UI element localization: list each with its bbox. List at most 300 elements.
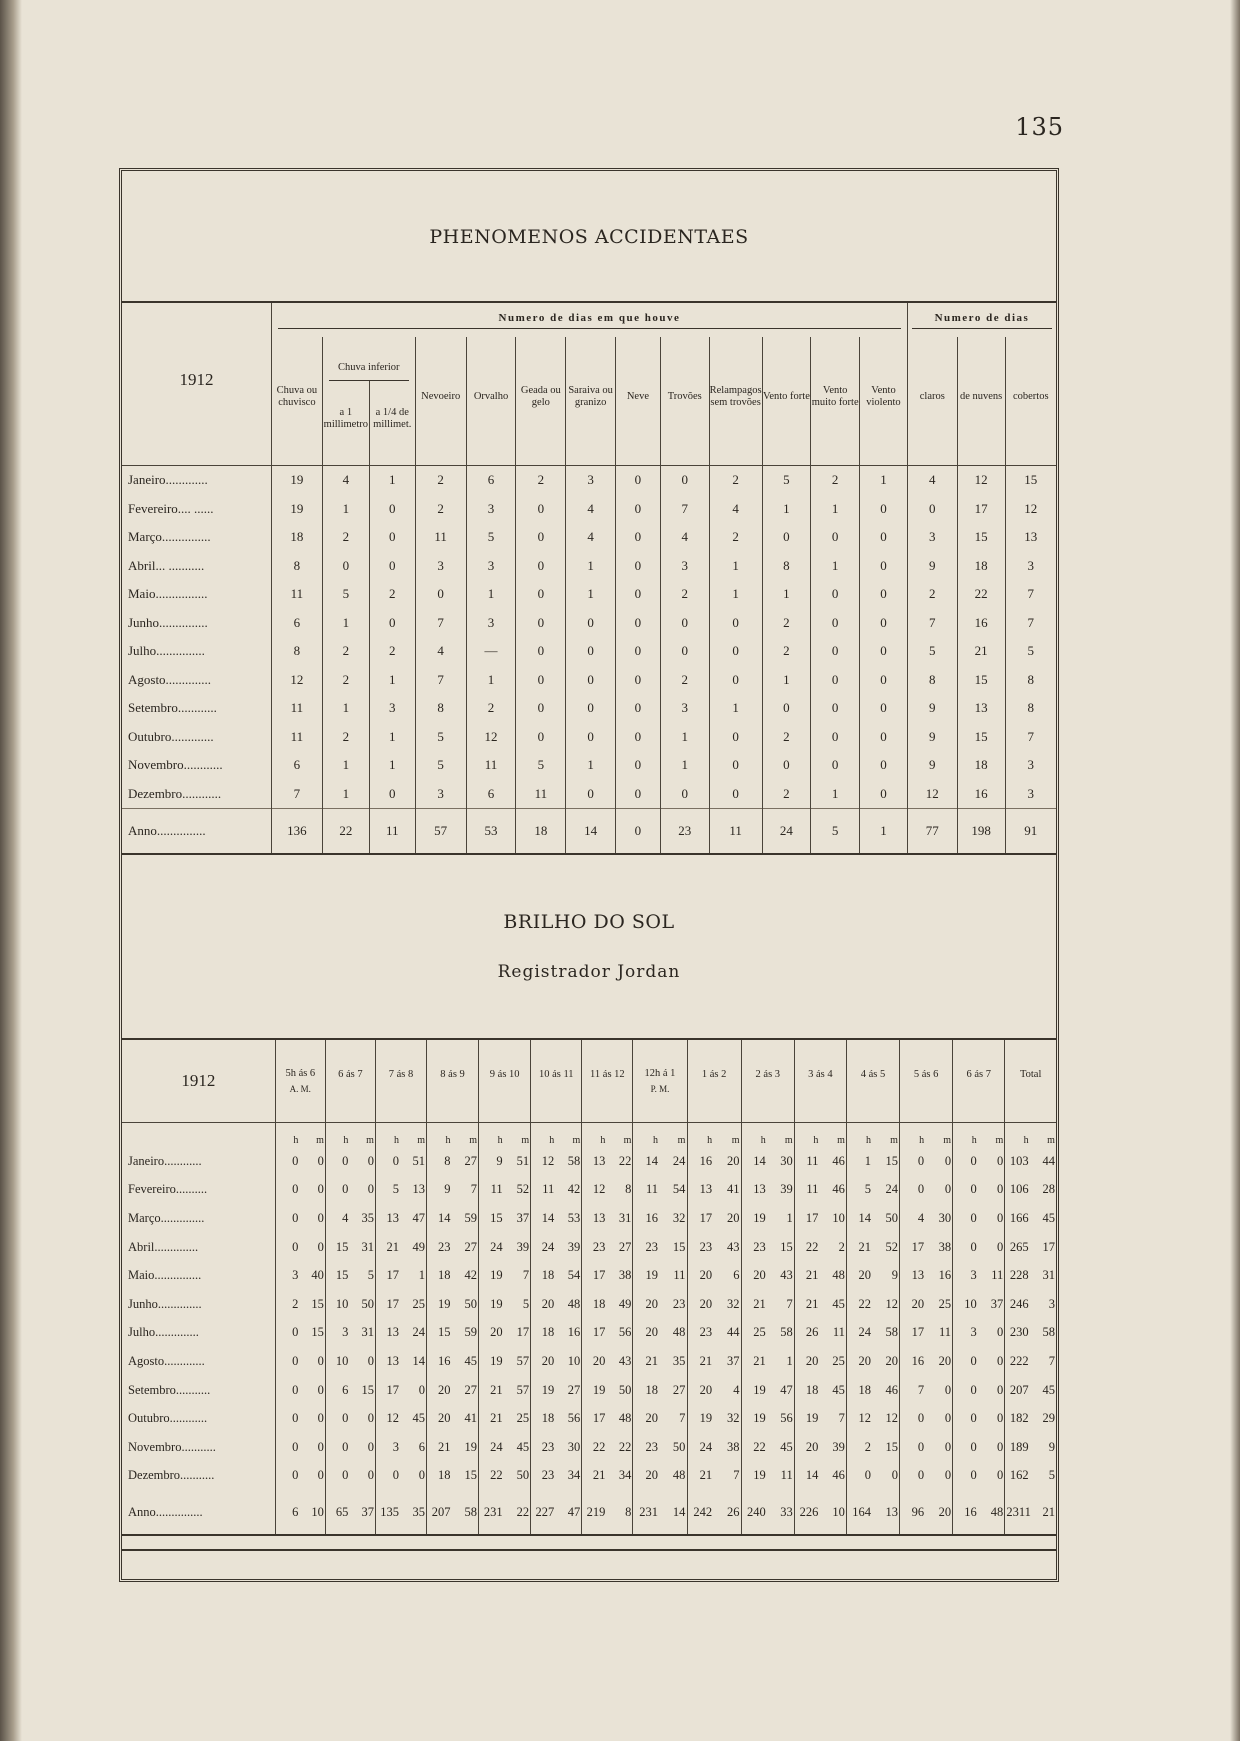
table-cell: 0: [616, 694, 661, 723]
table-cell: 0: [369, 523, 415, 552]
hours-value: 20: [699, 1296, 713, 1311]
minutes-value: 13: [885, 1504, 898, 1519]
col-nevoeiro: Nevoeiro: [415, 337, 466, 457]
hours-value: 26: [805, 1325, 819, 1340]
minutes-value: 0: [418, 1468, 425, 1483]
minutes-value: 15: [311, 1325, 324, 1340]
minutes-value: 10: [832, 1210, 845, 1225]
table-cell: [427, 1147, 479, 1176]
table-cell: [741, 1462, 794, 1491]
minutes-value: 52: [516, 1182, 530, 1197]
hours-value: 16: [911, 1353, 925, 1368]
table-cell: [325, 1261, 375, 1290]
hours-value: 23: [699, 1239, 713, 1254]
hour-column-sub: [326, 1084, 375, 1094]
minutes-value: 31: [1042, 1268, 1055, 1283]
minutes-value: 58: [464, 1504, 478, 1519]
hours-value: 19: [438, 1296, 451, 1311]
minutes-value: 8: [625, 1504, 632, 1519]
minutes-value: 53: [567, 1210, 581, 1225]
minutes-value: 0: [317, 1182, 324, 1197]
row-label: Outubro............: [128, 1411, 208, 1426]
minutes-value: 0: [317, 1239, 324, 1254]
minutes-value: 41: [464, 1411, 478, 1426]
row-label: Abril... ...........: [128, 557, 205, 573]
hours-value: 0: [292, 1153, 299, 1168]
table-cell: 3: [369, 694, 415, 723]
table-cell: 11: [516, 780, 566, 809]
minutes-value: 50: [618, 1382, 632, 1397]
unit-m: m: [521, 1134, 530, 1146]
table-cell: [687, 1376, 741, 1405]
minutes-value: 23: [672, 1296, 686, 1311]
total-cell: 5: [811, 809, 860, 855]
row-label: Maio................: [128, 586, 208, 602]
table-cell: [275, 1376, 325, 1405]
hours-value: 0: [392, 1153, 399, 1168]
table-cell: [479, 1176, 531, 1205]
minutes-value: 31: [361, 1325, 374, 1340]
table-cell: [846, 1319, 899, 1348]
hour-column-header: [479, 1039, 531, 1123]
hour-column-sub: [847, 1084, 899, 1094]
hours-value: 21: [386, 1239, 399, 1254]
table-cell: [531, 1233, 582, 1262]
section1-year: 1912: [179, 370, 214, 389]
minutes-value: 0: [317, 1382, 324, 1397]
hours-value: 2: [292, 1296, 299, 1311]
table-row: [122, 780, 1056, 809]
table-cell: 0: [709, 723, 762, 752]
unit-cell: [275, 1123, 325, 1148]
table-cell: 9: [907, 694, 957, 723]
minutes-value: 45: [464, 1353, 478, 1368]
table-cell: 1: [322, 495, 369, 524]
unit-cell: [846, 1123, 899, 1148]
hours-value: 19: [541, 1382, 555, 1397]
hours-value: 240: [747, 1504, 766, 1519]
minutes-value: 35: [672, 1353, 686, 1368]
table-cell: 1: [762, 580, 811, 609]
table-row: [122, 1462, 1056, 1491]
row-label: Setembro............: [128, 700, 217, 716]
hours-value: 18: [438, 1268, 451, 1283]
table-cell: 16: [957, 780, 1005, 809]
hours-value: 21: [753, 1296, 766, 1311]
table-cell: 0: [762, 751, 811, 780]
table-cell: [582, 1261, 633, 1290]
section2-subtitle: Registrador Jordan: [497, 962, 681, 982]
table-cell: [582, 1147, 633, 1176]
unit-m: m: [1047, 1134, 1055, 1146]
table-cell: [687, 1319, 741, 1348]
table-cell: [582, 1433, 633, 1462]
table-cell: 1: [709, 552, 762, 581]
unit-cell: [582, 1123, 633, 1148]
table-cell: [741, 1147, 794, 1176]
hours-value: 10: [964, 1296, 977, 1311]
table-cell: [900, 1347, 953, 1376]
hours-value: 20: [438, 1411, 451, 1426]
table-cell: [846, 1176, 899, 1205]
table-cell: 5: [466, 523, 516, 552]
table-cell: 0: [616, 495, 661, 524]
minutes-value: 21: [1042, 1504, 1055, 1519]
hours-value: 18: [858, 1382, 872, 1397]
table-cell: 3: [907, 523, 957, 552]
hour-column-header: [900, 1039, 953, 1123]
minutes-value: 22: [618, 1439, 632, 1454]
table-cell: 0: [616, 580, 661, 609]
table-cell: 2: [369, 637, 415, 666]
table-cell: 1: [466, 666, 516, 695]
phenomena-table: [122, 301, 1056, 855]
hours-value: 0: [970, 1353, 977, 1368]
unit-cell: [633, 1123, 687, 1148]
minutes-value: 44: [727, 1325, 740, 1340]
group1-header: Numero de dias em que houve: [278, 312, 901, 329]
hour-column-sub: [1005, 1084, 1056, 1094]
table-cell: [900, 1261, 953, 1290]
table-cell: [427, 1347, 479, 1376]
hours-value: 22: [490, 1468, 503, 1483]
minutes-value: 0: [996, 1325, 1004, 1340]
table-cell: [633, 1176, 687, 1205]
table-row: [122, 1233, 1056, 1262]
unit-h: h: [1023, 1134, 1029, 1146]
table-cell: 0: [516, 637, 566, 666]
sunshine-table: [122, 1038, 1056, 1536]
minutes-value: 0: [996, 1210, 1004, 1225]
hours-value: 13: [699, 1182, 713, 1197]
minutes-value: 11: [939, 1325, 952, 1340]
hours-value: 20: [699, 1268, 713, 1283]
table-cell: 3: [660, 552, 709, 581]
table-cell: [633, 1347, 687, 1376]
table-cell: [275, 1261, 325, 1290]
hours-value: 16: [699, 1153, 713, 1168]
hours-value: 227: [535, 1504, 555, 1519]
table-cell: [427, 1433, 479, 1462]
table-cell: 2: [709, 466, 762, 495]
minutes-value: 24: [672, 1153, 686, 1168]
hours-value: 23: [592, 1239, 606, 1254]
hours-value: 189: [1009, 1439, 1029, 1454]
minutes-value: 27: [618, 1239, 632, 1254]
minutes-value: 0: [996, 1382, 1004, 1397]
minutes-value: 38: [727, 1439, 740, 1454]
table-cell: 0: [516, 495, 566, 524]
hours-value: 11: [806, 1182, 819, 1197]
row-label: Novembro...........: [128, 1439, 216, 1454]
minutes-value: 0: [317, 1210, 324, 1225]
hours-value: 18: [541, 1268, 555, 1283]
minutes-value: 0: [996, 1353, 1004, 1368]
table-cell: 5: [762, 466, 811, 495]
table-row: [122, 609, 1056, 638]
hours-value: 18: [541, 1325, 555, 1340]
table-cell: 7: [660, 495, 709, 524]
minutes-value: 17: [1042, 1239, 1055, 1254]
col-a-quarter-mm: a 1/4 de millimet.: [369, 381, 415, 457]
minutes-value: 10: [567, 1353, 581, 1368]
hours-value: 13: [592, 1210, 606, 1225]
hours-value: 265: [1009, 1239, 1029, 1254]
minutes-value: 12: [885, 1411, 898, 1426]
minutes-value: 31: [618, 1210, 632, 1225]
minutes-value: 0: [996, 1153, 1004, 1168]
table-cell: [375, 1233, 426, 1262]
hours-value: 20: [699, 1382, 713, 1397]
table-row: [122, 751, 1056, 780]
minutes-value: 0: [996, 1411, 1004, 1426]
row-label: Março..............: [128, 1210, 205, 1225]
minutes-value: 32: [672, 1210, 686, 1225]
hours-value: 19: [645, 1268, 658, 1283]
minutes-value: 4: [733, 1382, 740, 1397]
minutes-value: 49: [412, 1239, 425, 1254]
unit-m: m: [731, 1134, 740, 1146]
total-cell: [582, 1490, 633, 1535]
minutes-value: 51: [412, 1153, 425, 1168]
table-cell: 12: [907, 780, 957, 809]
table-cell: 0: [709, 609, 762, 638]
total-cell: 53: [466, 809, 516, 855]
hour-column-sub: [531, 1084, 581, 1094]
table-cell: 0: [516, 609, 566, 638]
col-cobertos: cobertos: [1005, 337, 1056, 457]
table-cell: 0: [811, 580, 860, 609]
unit-m: m: [366, 1134, 374, 1146]
table-cell: [275, 1204, 325, 1233]
minutes-value: 19: [464, 1439, 478, 1454]
unit-m: m: [623, 1134, 632, 1146]
table-cell: [741, 1433, 794, 1462]
table-cell: 1: [566, 751, 616, 780]
col-vento-muito-forte: Vento muito forte: [811, 337, 860, 457]
minutes-value: 0: [367, 1353, 374, 1368]
row-label: Abril..............: [128, 1239, 199, 1254]
table-cell: 0: [860, 751, 908, 780]
table-row: [122, 1176, 1056, 1205]
minutes-value: 38: [938, 1239, 952, 1254]
minutes-value: 57: [516, 1382, 530, 1397]
table-cell: [633, 1147, 687, 1176]
table-cell: 1: [369, 751, 415, 780]
hours-value: 3: [970, 1325, 977, 1340]
total-cell: [325, 1490, 375, 1535]
unit-cell: [531, 1123, 582, 1148]
total-cell: 14: [566, 809, 616, 855]
row-label: Junho..............: [128, 1296, 202, 1311]
minutes-value: 7: [470, 1182, 478, 1197]
hours-value: 5: [392, 1182, 399, 1197]
table-cell: 0: [616, 552, 661, 581]
table-cell: 8: [1005, 694, 1056, 723]
table-cell: 17: [957, 495, 1005, 524]
hours-value: 0: [342, 1411, 349, 1426]
table-cell: 4: [566, 495, 616, 524]
table-cell: 7: [1005, 723, 1056, 752]
hours-value: 23: [753, 1239, 766, 1254]
table-cell: 0: [860, 609, 908, 638]
table-cell: [531, 1261, 582, 1290]
hours-value: 18: [805, 1382, 819, 1397]
table-cell: 0: [566, 780, 616, 809]
table-cell: [900, 1376, 953, 1405]
table-cell: 0: [660, 466, 709, 495]
row-label: Dezembro............: [128, 785, 222, 801]
hours-value: 14: [645, 1153, 658, 1168]
minutes-value: 0: [944, 1468, 952, 1483]
unit-cell: [325, 1123, 375, 1148]
hours-value: 222: [1009, 1353, 1029, 1368]
table-cell: [741, 1347, 794, 1376]
minutes-value: 31: [361, 1239, 374, 1254]
table-cell: [479, 1462, 531, 1491]
table-cell: 1: [660, 723, 709, 752]
table-cell: [479, 1204, 531, 1233]
minutes-value: 0: [891, 1468, 898, 1483]
table-cell: [846, 1204, 899, 1233]
minutes-value: 11: [832, 1325, 845, 1340]
table-cell: 5: [907, 637, 957, 666]
table-cell: 3: [1005, 780, 1056, 809]
table-cell: [427, 1233, 479, 1262]
table-cell: [275, 1319, 325, 1348]
hours-value: 11: [490, 1182, 503, 1197]
minutes-value: 46: [832, 1468, 845, 1483]
table-cell: [633, 1404, 687, 1433]
hours-value: 23: [541, 1468, 555, 1483]
hour-column-sub: A. M.: [289, 1083, 311, 1094]
minutes-value: 2: [838, 1239, 845, 1254]
table-cell: [794, 1261, 846, 1290]
table-cell: 1: [811, 495, 860, 524]
minutes-value: 27: [464, 1382, 478, 1397]
hours-value: 21: [805, 1296, 819, 1311]
hours-value: 9: [496, 1153, 503, 1168]
table-cell: [479, 1233, 531, 1262]
table-cell: 0: [566, 694, 616, 723]
table-cell: [479, 1261, 531, 1290]
table-cell: [794, 1176, 846, 1205]
hours-value: 15: [335, 1239, 349, 1254]
hours-value: 23: [438, 1239, 451, 1254]
col-neve: Neve: [616, 337, 661, 457]
table-cell: 0: [860, 723, 908, 752]
row-label: Agosto.............: [128, 1353, 205, 1368]
table-cell: 4: [322, 466, 369, 495]
unit-h: h: [760, 1134, 766, 1146]
table-cell: [325, 1290, 375, 1319]
table-cell: 15: [957, 666, 1005, 695]
minutes-value: 45: [832, 1382, 845, 1397]
minutes-value: 32: [727, 1411, 740, 1426]
row-label: Dezembro...........: [128, 1468, 215, 1483]
table-cell: [687, 1433, 741, 1462]
total-cell: [741, 1490, 794, 1535]
table-cell: [479, 1376, 531, 1405]
hour-column-header: [275, 1039, 325, 1123]
row-label: Março...............: [128, 529, 211, 545]
row-label: Janeiro............: [128, 1153, 202, 1168]
hours-value: 0: [917, 1468, 925, 1483]
row-label: Junho...............: [128, 614, 208, 630]
table-cell: [900, 1204, 953, 1233]
group2-header: Numero de dias: [912, 312, 1052, 329]
hour-column-sub: [900, 1084, 952, 1094]
col-a-1-mm: a 1 millimetro: [322, 381, 369, 457]
total-cell: [953, 1490, 1005, 1535]
minutes-value: 48: [832, 1268, 845, 1283]
hours-value: 13: [753, 1182, 766, 1197]
table-cell: 9: [907, 723, 957, 752]
hour-column-sub: [953, 1084, 1004, 1094]
row-label: Setembro...........: [128, 1382, 211, 1397]
hours-value: 0: [292, 1182, 299, 1197]
hours-value: 21: [699, 1353, 713, 1368]
hours-value: 228: [1009, 1268, 1029, 1283]
table-cell: 0: [811, 637, 860, 666]
minutes-value: 58: [1042, 1325, 1055, 1340]
table-cell: [275, 1347, 325, 1376]
hours-value: 2311: [1006, 1504, 1031, 1519]
table-cell: [633, 1261, 687, 1290]
minutes-value: 46: [885, 1382, 898, 1397]
hours-value: 20: [541, 1353, 555, 1368]
hours-value: 21: [438, 1439, 451, 1454]
hours-value: 25: [753, 1325, 766, 1340]
table-cell: [479, 1147, 531, 1176]
table-cell: [582, 1319, 633, 1348]
minutes-value: 15: [885, 1153, 898, 1168]
table-row: [122, 466, 1056, 495]
hours-value: 0: [970, 1182, 977, 1197]
table-cell: 2: [709, 523, 762, 552]
table-row: [122, 1319, 1056, 1348]
table-cell: [325, 1147, 375, 1176]
table-cell: [582, 1462, 633, 1491]
table-cell: 0: [709, 666, 762, 695]
hours-value: 0: [292, 1325, 299, 1340]
total-cell: [687, 1490, 741, 1535]
hour-column-sub: [427, 1084, 478, 1094]
minutes-value: 25: [516, 1411, 530, 1426]
minutes-value: 48: [618, 1411, 632, 1426]
table-cell: [687, 1204, 741, 1233]
table-cell: 11: [271, 694, 322, 723]
minutes-value: 15: [311, 1296, 324, 1311]
table-cell: [582, 1233, 633, 1262]
table-cell: 0: [415, 580, 466, 609]
unit-m: m: [943, 1134, 952, 1146]
hours-value: 23: [645, 1239, 658, 1254]
table-cell: [325, 1433, 375, 1462]
table-cell: [794, 1376, 846, 1405]
table-cell: [1005, 1376, 1056, 1405]
table-cell: [531, 1290, 582, 1319]
table-cell: [325, 1176, 375, 1205]
table-cell: 4: [415, 637, 466, 666]
hours-value: 19: [753, 1411, 766, 1426]
table-row: [122, 1433, 1056, 1462]
hours-value: 18: [645, 1382, 658, 1397]
table-cell: [427, 1204, 479, 1233]
table-cell: [900, 1462, 953, 1491]
minutes-value: 38: [618, 1268, 632, 1283]
hours-value: 20: [805, 1439, 819, 1454]
